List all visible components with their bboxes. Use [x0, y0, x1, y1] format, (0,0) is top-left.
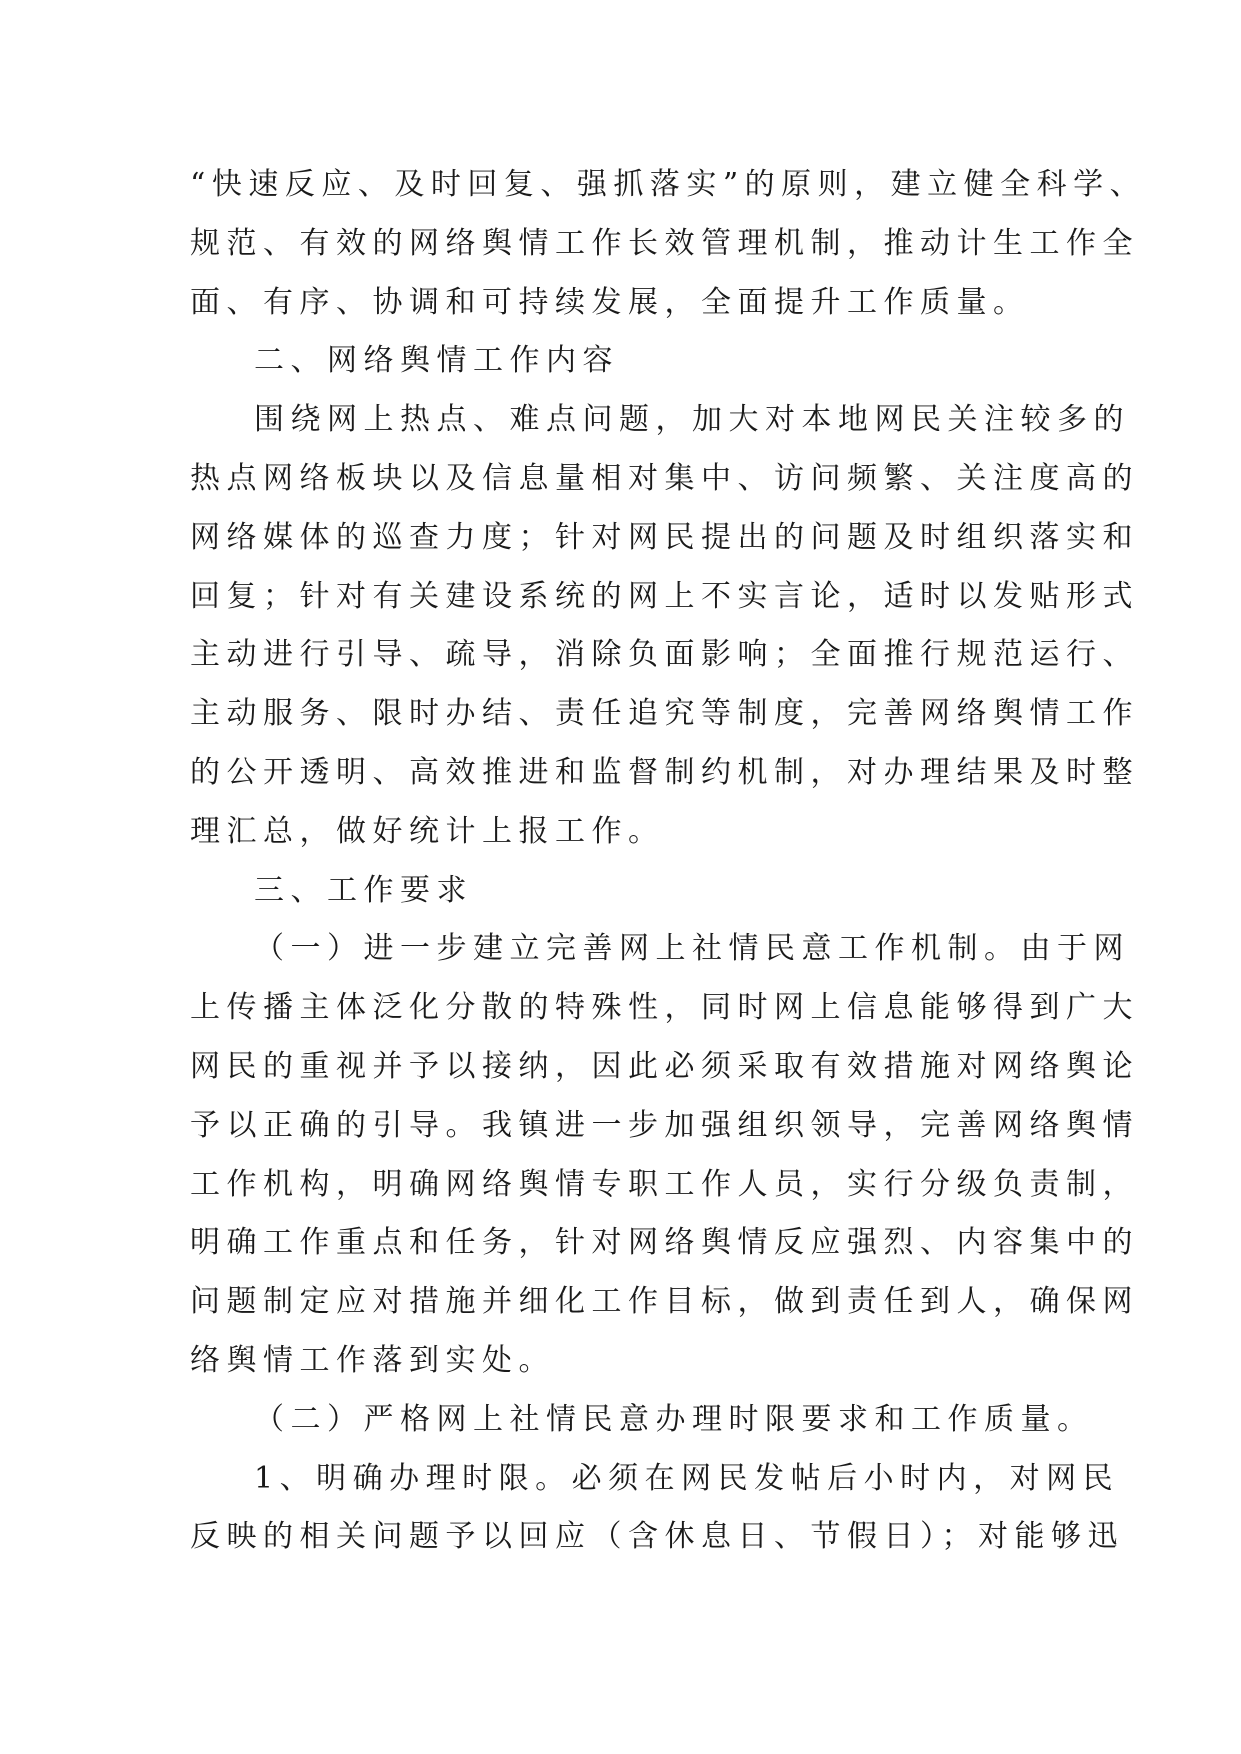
text-line: 网民的重视并予以接纳，因此必须采取有效措施对网络舆论: [190, 1048, 1139, 1084]
text-line: 工作机构，明确网络舆情专职工作人员，实行分级负责制，: [190, 1166, 1139, 1202]
text-line: 予以正确的引导。我镇进一步加强组织领导，完善网络舆情: [190, 1107, 1139, 1143]
text-line: 面、有序、协调和可持续发展，全面提升工作质量。: [190, 284, 1030, 320]
text-line: 络舆情工作落到实处。: [190, 1342, 555, 1378]
text-line: 上传播主体泛化分散的特殊性，同时网上信息能够得到广大: [190, 990, 1139, 1026]
document-body: [190, 156, 1147, 1567]
text-line: 回复；针对有关建设系统的网上不实言论，适时以发贴形式: [190, 578, 1139, 614]
section-heading: 二、网络舆情工作内容: [254, 343, 619, 379]
text-line: 理汇总，做好统计上报工作。: [190, 813, 665, 849]
text-line: 热点网络板块以及信息量相对集中、访问频繁、关注度高的: [190, 460, 1139, 496]
text-line: 的公开透明、高效推进和监督制约机制，对办理结果及时整: [190, 754, 1139, 790]
text-line: 主动进行引导、疏导，消除负面影响；全面推行规范运行、: [190, 637, 1139, 673]
text-line: （一）进一步建立完善网上社情民意工作机制。由于网: [254, 931, 1130, 967]
text-line: 规范、有效的网络舆情工作长效管理机制，推动计生工作全: [190, 225, 1139, 261]
text-line: 1、明确办理时限。必须在网民发帖后小时内，对网民: [254, 1460, 1120, 1496]
text-line: （二）严格网上社情民意办理时限要求和工作质量。: [254, 1401, 1094, 1437]
text-line: 围绕网上热点、难点问题，加大对本地网民关注较多的: [254, 402, 1130, 438]
text-line: 网络媒体的巡查力度；针对网民提出的问题及时组织落实和: [190, 519, 1139, 555]
text-line: 主动服务、限时办结、责任追究等制度，完善网络舆情工作: [190, 696, 1139, 732]
text-line: 问题制定应对措施并细化工作目标，做到责任到人，确保网: [190, 1284, 1139, 1320]
section-heading: 三、工作要求: [254, 872, 473, 908]
text-line: “快速反应、及时回复、强抓落实”的原则，建立健全科学、: [190, 167, 1147, 202]
text-line: 明确工作重点和任务，针对网络舆情反应强烈、内容集中的: [190, 1225, 1139, 1261]
text-line: 反映的相关问题予以回应（含休息日、节假日）；对能够迅: [190, 1519, 1124, 1555]
